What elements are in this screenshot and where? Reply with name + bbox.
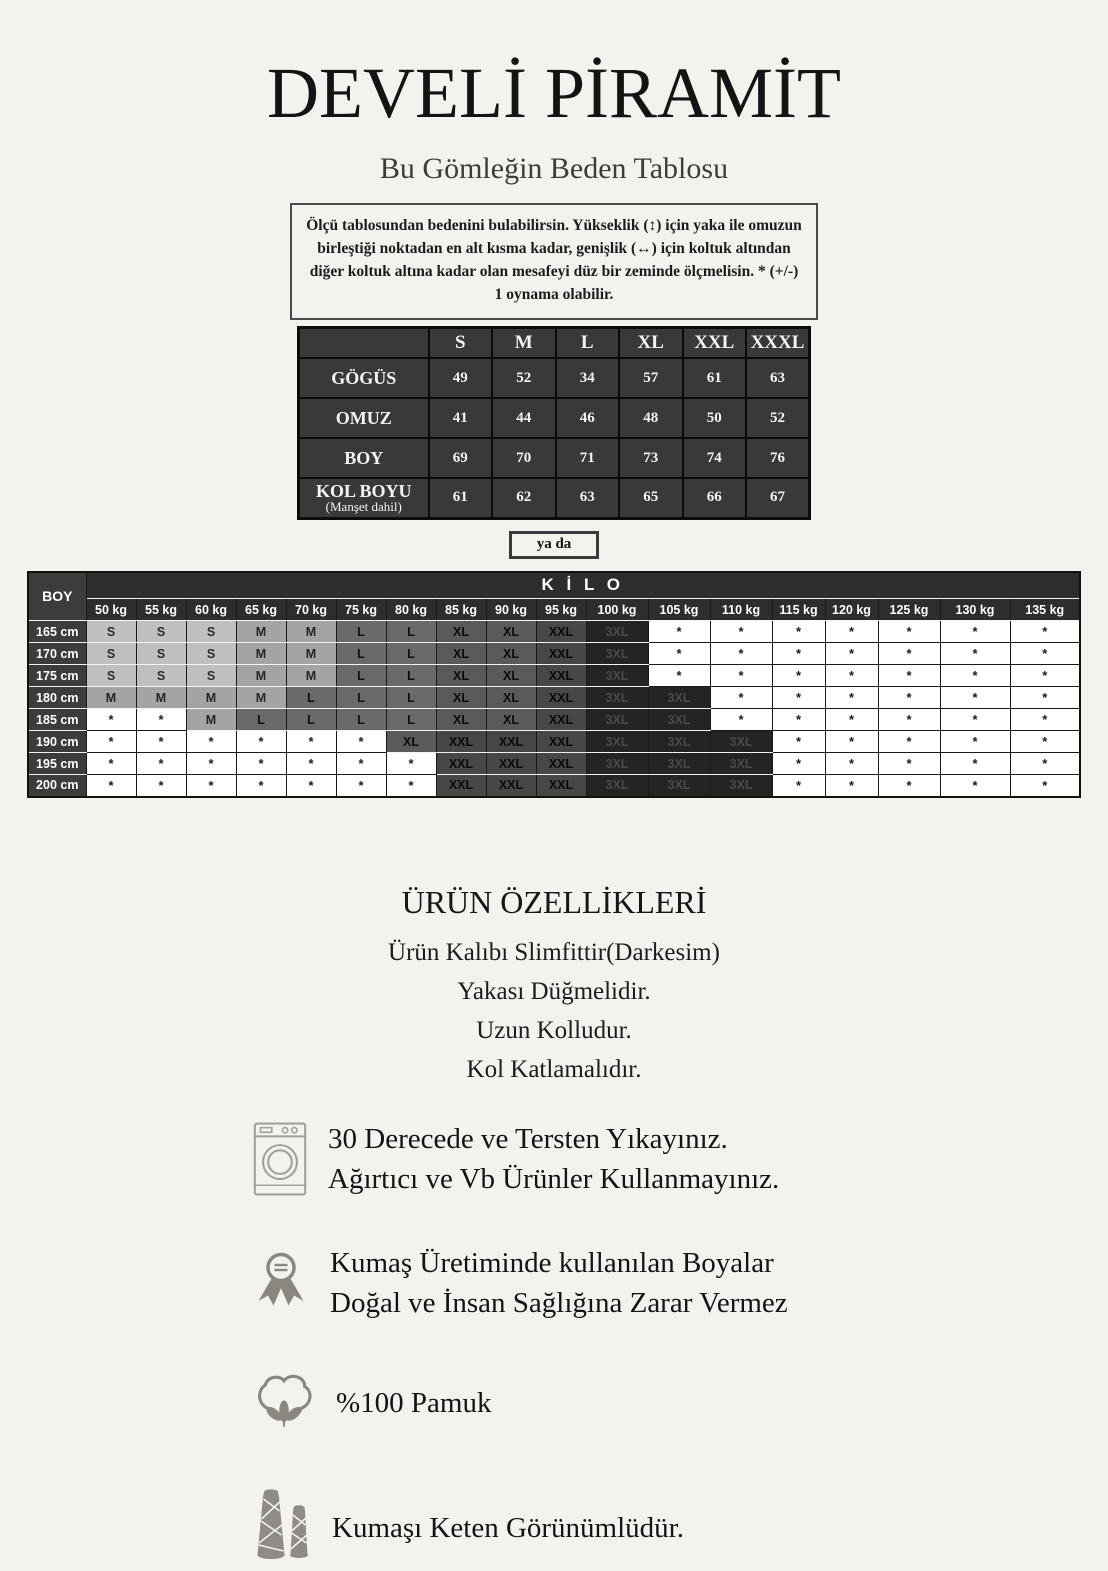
weight-size-cell: * (878, 709, 940, 731)
size-table-header-row (299, 327, 810, 358)
feature-bullet: Uzun Kolludur. (476, 1016, 632, 1044)
weight-size-cell: * (86, 775, 136, 797)
weight-size-cell: S (186, 621, 236, 643)
weight-size-cell: * (940, 753, 1010, 775)
measurement-info-text: Ölçü tablosundan bedenini bulabilirsin. Yükseklik (↕) için yaka ile omuzun birleştiği noktadan en alt kısma kadar, genişlik (↔) için koltuk altından diğer koltuk altına kadar olan mesafeyi düz bir zeminde ölçmelisin. * (+/-) 1 oynama olabilir. (306, 216, 802, 304)
weight-size-cell: L (386, 665, 436, 687)
weight-size-cell: XXL (536, 621, 586, 643)
weight-size-cell: XL (486, 665, 536, 687)
weight-table-row (28, 753, 1080, 775)
weight-size-cell: XL (486, 643, 536, 665)
weight-size-cell: XL (436, 665, 486, 687)
weight-size-cell: 3XL (648, 687, 710, 709)
weight-size-cell: * (825, 621, 878, 643)
brand-title: DEVELİ PİRAMİT (267, 53, 841, 133)
weight-size-cell: * (186, 753, 236, 775)
weight-size-cell: 3XL (710, 753, 772, 775)
weight-size-cell: * (825, 775, 878, 797)
weight-col-header: 65 kg (236, 599, 286, 621)
weight-size-cell: 3XL (648, 775, 710, 797)
weight-size-cell: * (336, 775, 386, 797)
feature-row-dyes (253, 1243, 1108, 1323)
weight-size-cell: * (386, 775, 436, 797)
weight-size-cell: * (940, 665, 1010, 687)
weight-col-header: 105 kg (648, 599, 710, 621)
weight-size-cell: S (186, 665, 236, 687)
weight-size-cell: S (136, 665, 186, 687)
weight-size-cell: 3XL (586, 709, 648, 731)
weight-table-corner: BOY (28, 572, 86, 621)
weight-size-cell: M (236, 643, 286, 665)
size-cell: 61 (683, 358, 747, 398)
weight-size-cell: * (286, 775, 336, 797)
feature-bullet: Yakası Düğmelidir. (457, 977, 651, 1005)
weight-size-cell: M (236, 621, 286, 643)
weight-size-cell: * (136, 709, 186, 731)
weight-size-cell: 3XL (586, 731, 648, 753)
weight-size-cell: * (286, 753, 336, 775)
weight-size-cell: M (236, 687, 286, 709)
weight-size-cell: M (186, 709, 236, 731)
feature-bullet: Kol Katlamalıdır. (466, 1055, 642, 1083)
weight-size-cell: * (86, 709, 136, 731)
size-col-header: XXL (683, 327, 747, 358)
weight-size-cell: 3XL (586, 687, 648, 709)
feature-line: 30 Derecede ve Tersten Yıkayınız. (328, 1122, 728, 1155)
weight-size-cell: * (825, 753, 878, 775)
weight-col-header: 70 kg (286, 599, 336, 621)
size-cell: 61 (429, 478, 493, 518)
weight-col-header: 125 kg (878, 599, 940, 621)
weight-size-cell: XL (386, 731, 436, 753)
weight-size-cell: * (236, 731, 286, 753)
size-cell: 52 (492, 358, 556, 398)
size-cell: 65 (619, 478, 683, 518)
size-cell: 76 (746, 438, 810, 478)
weight-size-cell: * (878, 731, 940, 753)
weight-size-cell: XXL (536, 665, 586, 687)
feature-line: %100 Pamuk (336, 1386, 492, 1419)
weight-size-cell: * (648, 665, 710, 687)
weight-size-cell: S (86, 665, 136, 687)
weight-size-cell: * (772, 775, 825, 797)
weight-size-cell: XXL (436, 731, 486, 753)
weight-size-cell: * (878, 753, 940, 775)
weight-col-header: 85 kg (436, 599, 486, 621)
weight-size-cell: M (286, 621, 336, 643)
weight-size-cell: * (1010, 753, 1080, 775)
size-cell: 50 (683, 398, 747, 438)
weight-size-cell: M (286, 665, 336, 687)
measurement-info-box (290, 203, 818, 320)
size-cell: 69 (429, 438, 493, 478)
weight-size-cell: S (86, 643, 136, 665)
height-weight-table (27, 571, 1081, 798)
weight-size-cell: XL (436, 687, 486, 709)
size-table-row (299, 358, 810, 398)
feature-line: Kumaş Üretiminde kullanılan Boyalar (330, 1246, 774, 1279)
kilo-group-header: K İ L O (86, 572, 1080, 599)
size-table-head (299, 327, 810, 358)
weight-size-cell: L (286, 709, 336, 731)
weight-size-cell: L (336, 621, 386, 643)
size-row-label: BOY (299, 438, 429, 478)
weight-table-group-row (28, 572, 1080, 599)
weight-col-header: 55 kg (136, 599, 186, 621)
size-cell: 34 (556, 358, 620, 398)
weight-table-head (28, 572, 1080, 621)
weight-size-cell: * (136, 731, 186, 753)
weight-table-row (28, 709, 1080, 731)
weight-size-cell: * (772, 731, 825, 753)
feature-line: Ağırtıcı ve Vb Ürünler Kullanmayınız. (328, 1162, 780, 1195)
weight-size-cell: M (236, 665, 286, 687)
weight-size-cell: XL (486, 709, 536, 731)
size-cell: 71 (556, 438, 620, 478)
size-row-label: OMUZ (299, 398, 429, 438)
weight-size-cell: 3XL (710, 731, 772, 753)
weight-size-cell: * (940, 709, 1010, 731)
weight-size-cell: 3XL (710, 775, 772, 797)
weight-size-cell: M (86, 687, 136, 709)
weight-size-cell: L (386, 709, 436, 731)
feature-bullet-list (0, 933, 1108, 1089)
weight-size-cell: * (772, 665, 825, 687)
weight-size-cell: M (286, 643, 336, 665)
weight-size-cell: * (1010, 665, 1080, 687)
award-ribbon-icon (253, 1251, 309, 1315)
weight-size-cell: * (878, 643, 940, 665)
feature-text-washing (328, 1119, 779, 1199)
weight-size-cell: * (878, 665, 940, 687)
weight-col-header: 120 kg (825, 599, 878, 621)
feature-row-cotton (253, 1373, 1108, 1433)
weight-size-cell: S (136, 621, 186, 643)
height-row-header: 165 cm (28, 621, 86, 643)
height-row-header: 190 cm (28, 731, 86, 753)
weight-table-row (28, 643, 1080, 665)
weight-table-row (28, 687, 1080, 709)
weight-size-cell: * (86, 731, 136, 753)
weight-size-cell: XXL (536, 775, 586, 797)
weight-col-header: 135 kg (1010, 599, 1080, 621)
weight-size-cell: XXL (536, 731, 586, 753)
size-cell: 41 (429, 398, 493, 438)
weight-col-header: 115 kg (772, 599, 825, 621)
weight-size-cell: * (940, 643, 1010, 665)
size-cell: 70 (492, 438, 556, 478)
size-cell: 57 (619, 358, 683, 398)
thread-spools-icon (253, 1485, 311, 1571)
size-col-header: S (429, 327, 493, 358)
weight-size-cell: * (878, 621, 940, 643)
feature-row-washing (253, 1119, 1108, 1199)
size-cell: 63 (746, 358, 810, 398)
weight-size-cell: * (772, 687, 825, 709)
height-row-header: 170 cm (28, 643, 86, 665)
weight-table-row (28, 775, 1080, 797)
weight-size-cell: L (336, 709, 386, 731)
weight-size-cell: * (336, 753, 386, 775)
weight-size-cell: * (710, 687, 772, 709)
size-cell: 48 (619, 398, 683, 438)
weight-size-cell: * (236, 753, 286, 775)
weight-size-cell: * (1010, 621, 1080, 643)
weight-size-cell: * (825, 687, 878, 709)
size-row-label: GÖGÜS (299, 358, 429, 398)
height-row-header: 175 cm (28, 665, 86, 687)
cotton-icon (253, 1373, 315, 1433)
weight-size-cell: * (136, 775, 186, 797)
weight-size-cell: XXL (536, 687, 586, 709)
weight-size-cell: XXL (486, 775, 536, 797)
weight-size-cell: * (136, 753, 186, 775)
weight-size-cell: L (336, 643, 386, 665)
features-title: ÜRÜN ÖZELLİKLERİ (401, 883, 707, 920)
feature-text-cotton (336, 1383, 491, 1423)
weight-size-cell: * (825, 643, 878, 665)
weight-size-cell: * (940, 621, 1010, 643)
weight-size-cell: * (772, 753, 825, 775)
washing-machine-icon (253, 1122, 307, 1196)
weight-size-cell: 3XL (648, 709, 710, 731)
weight-size-cell: 3XL (586, 753, 648, 775)
feature-text-dyes (330, 1243, 788, 1323)
size-row-sublabel: (Manşet dahil) (325, 499, 402, 515)
feature-text-linen (332, 1508, 684, 1548)
weight-size-cell: XXL (486, 753, 536, 775)
weight-size-cell: * (648, 621, 710, 643)
weight-size-cell: * (940, 687, 1010, 709)
weight-size-cell: XXL (436, 753, 486, 775)
weight-size-cell: * (940, 775, 1010, 797)
size-cell: 66 (683, 478, 747, 518)
weight-size-cell: L (386, 643, 436, 665)
size-table-corner (299, 327, 429, 358)
size-cell: 63 (556, 478, 620, 518)
weight-size-cell: XXL (536, 643, 586, 665)
weight-size-cell: 3XL (586, 643, 648, 665)
size-table-row (299, 478, 810, 518)
weight-size-cell: * (386, 753, 436, 775)
weight-size-cell: S (136, 643, 186, 665)
feature-bullet: Ürün Kalıbı Slimfittir(Darkesim) (388, 938, 720, 966)
feature-line: Kumaşı Keten Görünümlüdür. (332, 1511, 684, 1544)
size-cell: 44 (492, 398, 556, 438)
weight-size-cell: XL (436, 709, 486, 731)
size-cell: 46 (556, 398, 620, 438)
weight-size-cell: 3XL (648, 753, 710, 775)
weight-size-cell: * (940, 731, 1010, 753)
size-cell: 67 (746, 478, 810, 518)
weight-size-cell: L (236, 709, 286, 731)
weight-table-body (28, 621, 1080, 797)
weight-size-cell: * (236, 775, 286, 797)
weight-size-cell: * (1010, 775, 1080, 797)
weight-size-cell: L (286, 687, 336, 709)
size-cell: 52 (746, 398, 810, 438)
weight-size-cell: M (136, 687, 186, 709)
feature-row-linen (253, 1485, 1108, 1571)
weight-size-cell: XXL (486, 731, 536, 753)
weight-size-cell: * (772, 621, 825, 643)
weight-size-cell: 3XL (586, 665, 648, 687)
weight-col-header: 95 kg (536, 599, 586, 621)
height-row-header: 195 cm (28, 753, 86, 775)
weight-size-cell: XL (436, 621, 486, 643)
weight-size-cell: * (86, 753, 136, 775)
weight-size-cell: * (1010, 731, 1080, 753)
weight-size-cell: S (86, 621, 136, 643)
weight-col-header: 50 kg (86, 599, 136, 621)
weight-size-cell: XL (436, 643, 486, 665)
weight-size-cell: S (186, 643, 236, 665)
size-col-header: M (492, 327, 556, 358)
weight-table-row (28, 621, 1080, 643)
size-col-header: L (556, 327, 620, 358)
weight-size-cell: M (186, 687, 236, 709)
weight-size-cell: * (186, 775, 236, 797)
weight-col-header: 100 kg (586, 599, 648, 621)
weight-size-cell: * (710, 709, 772, 731)
weight-size-cell: * (336, 731, 386, 753)
weight-size-cell: * (710, 665, 772, 687)
weight-size-cell: * (710, 643, 772, 665)
size-table (297, 326, 811, 520)
size-table-row (299, 438, 810, 478)
height-row-header: 180 cm (28, 687, 86, 709)
weight-size-cell: * (1010, 709, 1080, 731)
weight-col-header: 75 kg (336, 599, 386, 621)
weight-col-header: 80 kg (386, 599, 436, 621)
weight-col-header: 130 kg (940, 599, 1010, 621)
weight-size-cell: L (386, 687, 436, 709)
weight-table-weights-row (28, 599, 1080, 621)
weight-size-cell: * (1010, 687, 1080, 709)
size-col-header: XXXL (746, 327, 810, 358)
weight-size-cell: L (386, 621, 436, 643)
height-row-header: 200 cm (28, 775, 86, 797)
weight-col-header: 110 kg (710, 599, 772, 621)
height-row-header: 185 cm (28, 709, 86, 731)
product-features-section (0, 884, 1108, 1571)
weight-size-cell: 3XL (586, 621, 648, 643)
weight-size-cell: * (825, 731, 878, 753)
weight-table-row (28, 665, 1080, 687)
weight-size-cell: * (186, 731, 236, 753)
size-col-header: XL (619, 327, 683, 358)
weight-size-cell: * (772, 709, 825, 731)
weight-size-cell: L (336, 687, 386, 709)
weight-size-cell: * (878, 687, 940, 709)
page-subtitle: Bu Gömleğin Beden Tablosu (379, 151, 729, 185)
weight-size-cell: XL (486, 687, 536, 709)
size-table-body (299, 358, 810, 518)
weight-size-cell: XXL (536, 753, 586, 775)
weight-size-cell: L (336, 665, 386, 687)
weight-size-cell: XL (486, 621, 536, 643)
weight-size-cell: XXL (536, 709, 586, 731)
weight-size-cell: * (825, 665, 878, 687)
or-label-box (509, 531, 599, 559)
weight-size-cell: * (772, 643, 825, 665)
feature-line: Doğal ve İnsan Sağlığına Zarar Vermez (330, 1286, 788, 1319)
weight-size-cell: * (1010, 643, 1080, 665)
weight-size-cell: * (825, 709, 878, 731)
weight-size-cell: * (710, 621, 772, 643)
or-label: ya da (536, 535, 572, 552)
weight-size-cell: * (878, 775, 940, 797)
weight-size-cell: XXL (436, 775, 486, 797)
weight-size-cell: * (286, 731, 336, 753)
weight-size-cell: * (648, 643, 710, 665)
weight-table-row (28, 731, 1080, 753)
size-table-row (299, 398, 810, 438)
size-row-label: KOL BOYU (Manşet dahil) (299, 478, 429, 518)
weight-col-header: 90 kg (486, 599, 536, 621)
weight-size-cell: 3XL (648, 731, 710, 753)
size-cell: 62 (492, 478, 556, 518)
size-cell: 74 (683, 438, 747, 478)
size-cell: 49 (429, 358, 493, 398)
weight-col-header: 60 kg (186, 599, 236, 621)
weight-size-cell: 3XL (586, 775, 648, 797)
size-cell: 73 (619, 438, 683, 478)
